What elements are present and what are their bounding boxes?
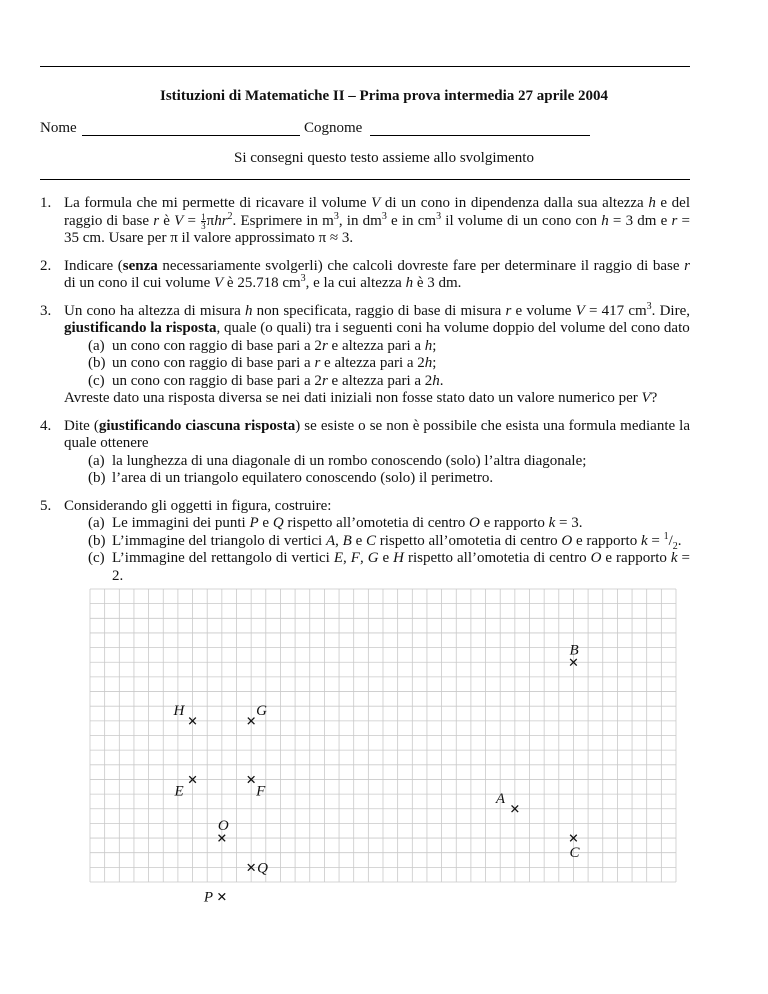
question-4: 4. Dite (giustificando ciascuna risposta) se esiste o se non è possibile che esista una formula mediante la quale ottenere (a) la lunghezza di una diagonale di un rombo conoscendo (solo) l’altra diagonale; (b) l’area di un triangolo equilatero conoscendo (solo) il perimetro. bbox=[40, 417, 691, 486]
point-label: P bbox=[203, 889, 214, 906]
point-label: E bbox=[174, 783, 184, 800]
question-number: 3. bbox=[40, 302, 52, 319]
fraction-one-third: $\frac{1}{3}$ bbox=[201, 211, 206, 231]
question-number: 2. bbox=[40, 257, 52, 274]
bottom-rule bbox=[40, 179, 690, 180]
point-label: B bbox=[569, 642, 579, 659]
question-list bbox=[40, 195, 690, 595]
surname-field[interactable] bbox=[370, 135, 590, 136]
option-5c: (c) L’immagine del rettangolo di vertici E, F, G e H rispetto all’omotetia di centro O e rapporto k = 2. bbox=[88, 550, 690, 584]
option-4a: (a) la lunghezza di una diagonale di un rombo conoscendo (solo) l’altra diagonale; bbox=[88, 452, 587, 469]
option-4b: (b) l’area di un triangolo equilatero conoscendo (solo) il perimetro. bbox=[88, 470, 494, 486]
point-label: C bbox=[569, 845, 580, 862]
name-label: Nome bbox=[40, 120, 77, 136]
option-3c: (c) un cono con raggio di base pari a 2r e altezza pari a 2h. bbox=[88, 372, 444, 389]
question-number: 4. bbox=[40, 417, 52, 434]
instruction-note: Si consegni questo testo assieme allo svolgimento bbox=[234, 150, 534, 166]
question-1: 1. La formula che mi permette di ricavare il volume V di un cono in dipendenza dalla sua altezza h e del raggio di base r è V = $\frac{1}{3}$ πhr$^2$. Esprimere in $m^3$, in $dm^3$ e in $cm^3$ il volume di un cono con h = 3 dm e r = 35 cm. Usare per π il valore approssimato π ≈ 3. bbox=[40, 195, 691, 246]
point-label: H bbox=[173, 702, 185, 719]
name-field[interactable] bbox=[82, 135, 300, 136]
exam-title: Istituzioni di Matematiche II – Prima prova intermedia 27 aprile 2004 bbox=[159, 88, 608, 104]
option-5b: (b) L’immagine del triangolo di vertici A, B e C rispetto all’omotetia di centro O e rapporto $k = ^1/_2$. bbox=[88, 530, 682, 552]
point-label: F bbox=[256, 783, 266, 800]
question-number: 5. bbox=[40, 497, 52, 514]
option-5a: (a) Le immagini dei punti P e Q rispetto all’omotetia di centro O e rapporto k = 3. bbox=[88, 515, 583, 531]
point-label: Q bbox=[257, 860, 268, 877]
point-label: A bbox=[495, 790, 506, 807]
question-2: 2. Indicare (senza necessariamente svolgerli) che calcoli dovreste fare per determinare il raggio di base r di un cono il cui volume V è 25.718 $cm^3$, e la cui altezza h è 3 dm. bbox=[40, 257, 690, 291]
surname-label: Cognome bbox=[304, 120, 363, 136]
point-label: G bbox=[256, 702, 267, 719]
name-row bbox=[40, 120, 690, 140]
question-3: 3. Un cono ha altezza di misura h non specificata, raggio di base di misura r e volume V = 417 $cm^3$. Dire, giustificando la risposta, quale (o quali) tra i seguenti coni ha volume doppio del volume del cono dato (a) un cono con raggio di base pari a 2r e altezza pari a h; (b) un cono con raggio di base pari a r e altezza pari a 2h; (c) un cono con raggio di base pari a 2r e altezza pari a 2h. Avreste dato una risposta diversa se nei dati iniziali non fosse stato dato un valore numerico per V? bbox=[40, 300, 691, 406]
top-rule bbox=[40, 66, 690, 67]
option-3b: (b) un cono con raggio di base pari a r e altezza pari a 2h; bbox=[88, 355, 437, 371]
option-3a: (a) un cono con raggio di base pari a 2r e altezza pari a h; bbox=[88, 337, 437, 354]
point-label: O bbox=[217, 818, 229, 835]
grid-figure bbox=[90, 589, 680, 906]
point-c bbox=[569, 835, 580, 861]
question-5: 5. Considerando gli oggetti in figura, costruire: (a) Le immagini dei punti P e Q rispetto all’omotetia di centro O e rapporto k = 3. (b) L’immagine del triangolo di vertici A, B e C rispetto all’omotetia di centro O e rapporto $k = ^1/_2$. (c) L’immagine del rettangolo di vertici E, F, G e H rispetto all’omotetia di centro O e rapporto k = 2. bbox=[40, 497, 690, 584]
point-p bbox=[203, 890, 225, 906]
question-number: 1. bbox=[40, 195, 52, 211]
